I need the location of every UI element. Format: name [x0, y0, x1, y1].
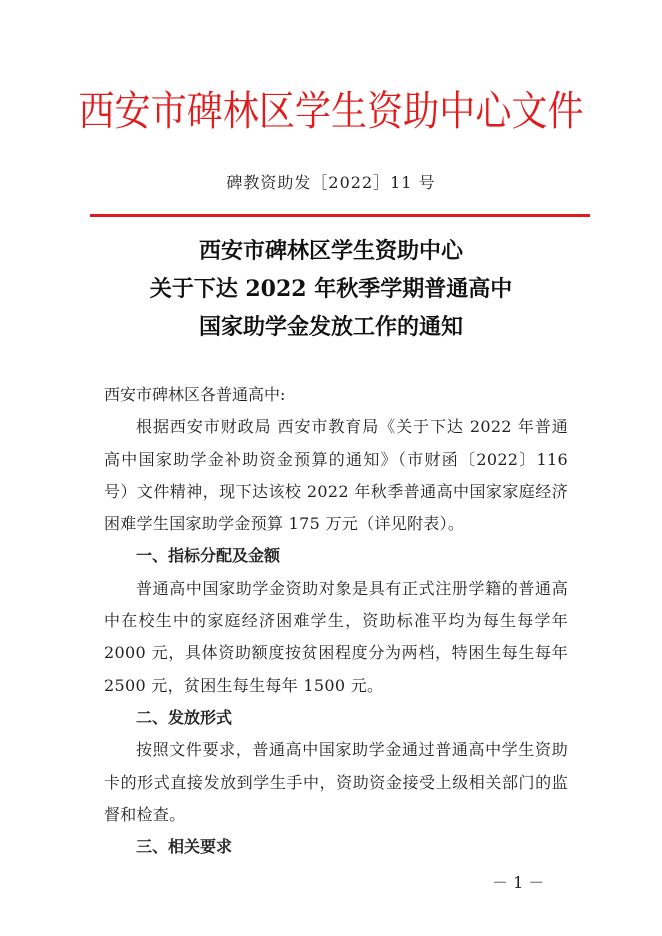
notice-title — [0, 232, 662, 346]
notice-title-line-3: 国家助学金发放工作的通知 — [198, 314, 463, 340]
section-body-distribution: 按照文件要求，普通高中国家助学金通过普通高中学生资助卡的形式直接发放到学生手中，资助资金接受上级相关部门的监督和检查。 — [104, 740, 568, 824]
notice-title-line-2: 关于下达 2022 年秋季学期普通高中 — [149, 276, 513, 302]
section-heading-allocation: 一、指标分配及金额 — [136, 546, 281, 566]
page-number: － 1 － — [492, 873, 545, 892]
red-divider-line — [90, 214, 590, 217]
intro-paragraph: 根据西安市财政局 西安市教育局《关于下达 2022 年普通高中国家助学金补助资金预算的通知》（市财函〔2022〕116 号）文件精神，现下达该校 2022 年秋季普通高中国家家庭经济困难学生国家助学金预算 175 万元（详见附表）。 — [104, 417, 568, 534]
notice-title-line-1: 西安市碑林区学生资助中心 — [198, 238, 463, 264]
section-heading-distribution: 二、发放形式 — [136, 707, 233, 727]
salutation: 西安市碑林区各普通高中: — [104, 385, 286, 404]
document-header-title: 西安市碑林区学生资助中心文件 — [78, 87, 584, 135]
document-body — [104, 379, 568, 863]
section-heading-requirements: 三、相关要求 — [136, 837, 233, 857]
section-body-allocation: 普通高中国家助学金资助对象是具有正式注册学籍的普通高中在校生中的家庭经济困难学生，资助标准平均为每生每学年 2000 元，具体资助额度按贫困程度分为两档，特困生每生每年 2500 元，贫困生每生每年 1500 元。 — [104, 578, 568, 695]
document-number: 碑教资助发［2022］11 号 — [226, 173, 436, 192]
